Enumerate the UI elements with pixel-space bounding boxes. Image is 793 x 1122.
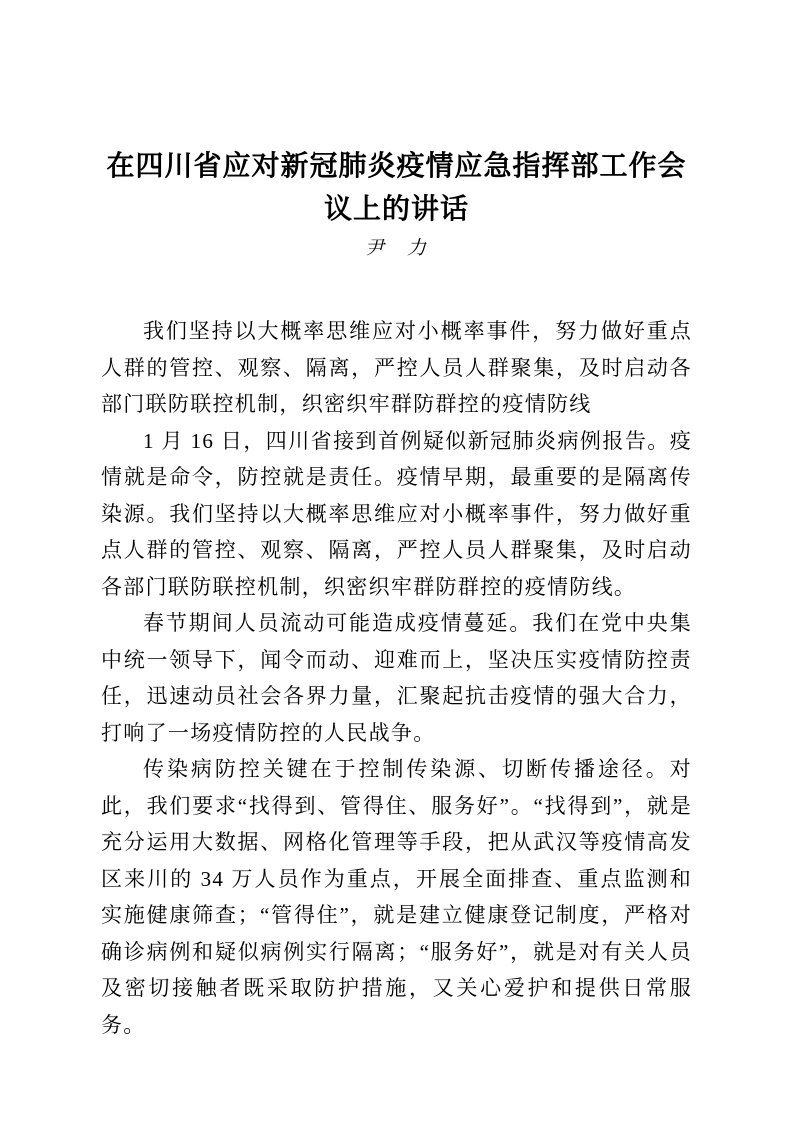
paragraph: 春节期间人员流动可能造成疫情蔓延。我们在党中央集中统一领导下，闻令而动、迎难而上，坚决压实疫情防控责任，迅速动员社会各界力量，汇聚起抗击疫情的强大合力，打响了一场疫情防控的人民战争。: [101, 611, 692, 745]
paragraph: 1 月 16 日，四川省接到首例疑似新冠肺炎病例报告。疫情就是命令，防控就是责任。疫情早期，最重要的是隔离传染源。我们坚持以大概率思维应对小概率事件，努力做好重点人群的管控、观察、隔离，严控人员人群聚集，及时启动各部门联防联控机制，织密织牢群防群控的疫情防线。: [101, 428, 692, 599]
paragraph: 我们坚持以大概率思维应对小概率事件，努力做好重点人群的管控、观察、隔离，严控人员人群聚集，及时启动各部门联防联控机制，织密织牢群防群控的疫情防线: [101, 319, 692, 416]
document-author: 尹 力: [364, 238, 428, 259]
paragraph: 传染病防控关键在于控制传染源、切断传播途径。对此，我们要求“找得到、管得住、服务好”。“找得到”，就是充分运用大数据、网格化管理等手段，把从武汉等疫情高发区来川的 34 万人员作为重点，开展全面排查、重点监测和实施健康筛查；“管得住”，就是建立健康登记制度，严格对确诊病例和疑似病例实行隔离；“服务好”，就是对有关人员及密切接触者既采取防护措施，又关心爱护和提供日常服务。: [101, 757, 692, 1037]
document-body: [101, 313, 692, 1043]
document-title: 在四川省应对新冠肺炎疫情应急指挥部工作会议上的讲话: [106, 151, 687, 225]
